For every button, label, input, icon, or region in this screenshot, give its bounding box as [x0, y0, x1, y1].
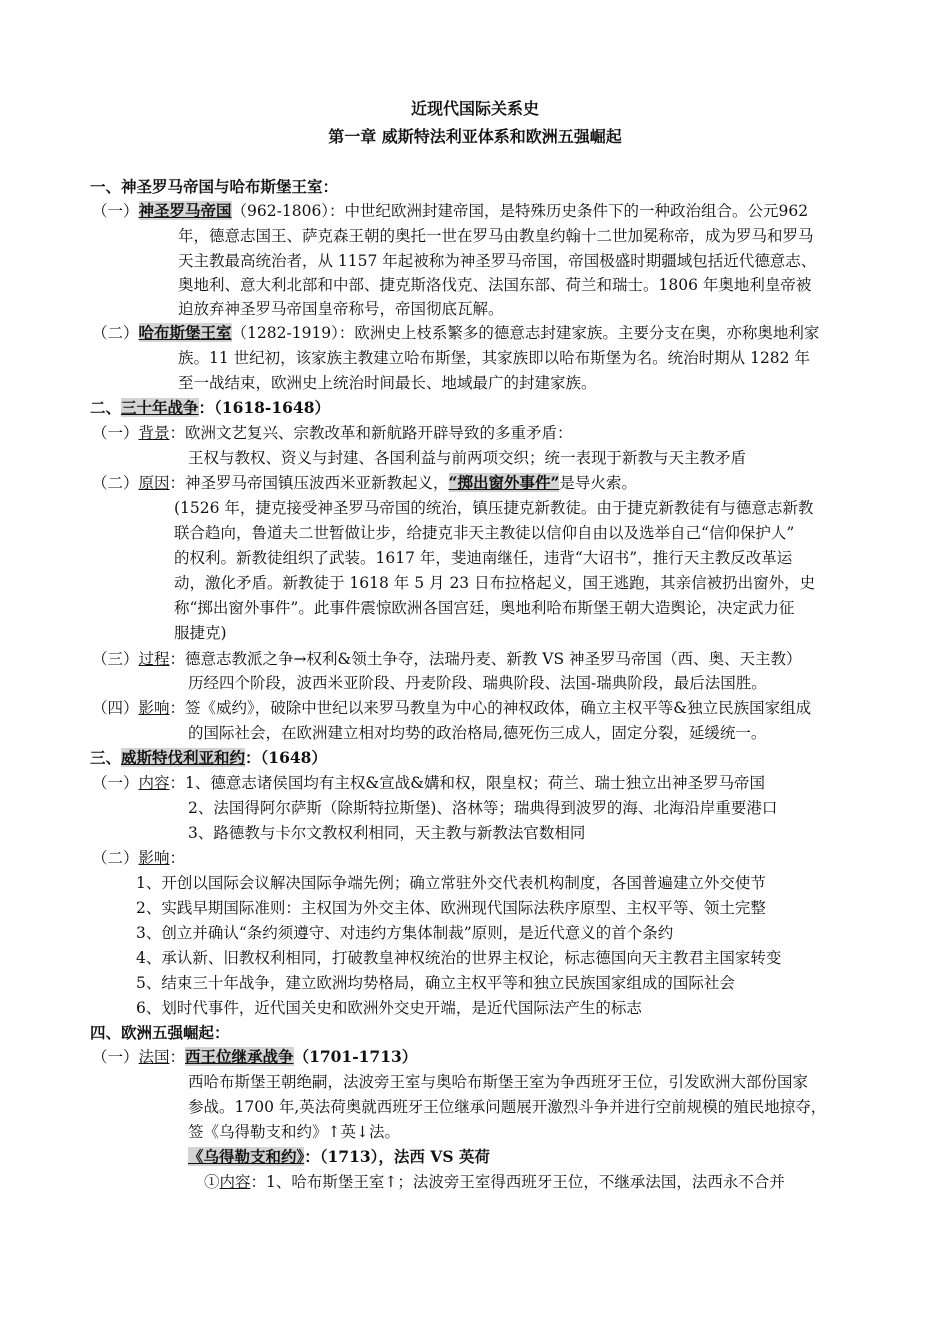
- s3-impact-item-3: 3、创立并确认“条约须遵守、对违约方集体制裁”原则，是近代意义的首个条约: [136, 924, 674, 942]
- s3-impact-item-1: 1、开创以国际会议解决国际争端先例；确立常驻外交代表机构制度，各国普遍建立外交使节: [136, 874, 766, 892]
- s3-content-line-3: 3、路德教与卡尔文教权利相同，天主教与新教法官数相同: [188, 824, 586, 842]
- s1-p1-prefix: （一）: [92, 202, 139, 220]
- s2-process-line-1: [92, 648, 802, 670]
- label-content-2: 内容: [219, 1173, 251, 1191]
- s2-cause-text-1b: 是导火索。: [559, 474, 637, 492]
- term-utrecht-treaty: 《乌得勒支和约》: [188, 1147, 305, 1166]
- s1-p1-line-5: 迫放弃神圣罗马帝国皇帝称号，帝国彻底瓦解。: [178, 300, 504, 318]
- chapter-title: 第一章 威斯特法利亚体系和欧洲五强崛起: [328, 127, 622, 146]
- s1-p2-line-3: 至一战结束，欧洲史上统治时间最长、地域最广的封建家族。: [178, 374, 597, 392]
- s3-content-line-1: [92, 772, 765, 794]
- s3-impact-item-4: 4、承认新、旧教权利相同，打破教皇神权统治的世界主权论，标志德国向天主教君主国家转变: [136, 949, 782, 967]
- s3-heading-suffix: ：（1648）: [245, 748, 327, 767]
- label-impact: 影响: [138, 699, 170, 717]
- s2-bg-line-2: 王权与教权、资义与封建、各国利益与前两项交织；统一表现于新教与天主教矛盾: [188, 449, 747, 467]
- s4-treaty-rest: ：（1713），法西 VS 英荷: [304, 1147, 490, 1166]
- s2-bg-line-1: [92, 422, 573, 444]
- document-title: 近现代国际关系史: [410, 99, 539, 118]
- s2-cause-line-7: 服捷克): [174, 624, 227, 642]
- s2-heading-prefix: 二、: [90, 398, 122, 417]
- s2-cause-line-5: 动，激化矛盾。新教徒于 1618 年 5 月 23 日布拉格起义，国王逃跑，其亲信被扔出窗外，史: [174, 574, 816, 592]
- s2-bg-text-1: ：欧洲文艺复兴、宗教改革和新航路开辟导致的多重矛盾：: [169, 424, 573, 442]
- term-holy-roman-empire: 神圣罗马帝国: [138, 201, 232, 220]
- label-cause: 原因: [138, 474, 170, 492]
- s2-process-line-2: 历经四个阶段，波西米亚阶段、丹麦阶段、瑞典阶段、法国-瑞典阶段，最后法国胜。: [188, 674, 767, 692]
- s1-p2-line-2: 族。11 世纪初，该家族主教建立哈布斯堡，其家族即以哈布斯堡为名。统治时期从 1282 年: [178, 349, 810, 367]
- term-spanish-succession-war: 西王位继承战争: [185, 1047, 294, 1066]
- s1-p2-text-1: （1282-1919）：欧洲史上枝系繁多的德意志封建家族。主要分支在奥，亦称奥地利家: [231, 324, 820, 342]
- s2-impact-text-1: ：签《威约》，破除中世纪以来罗马教皇为中心的神权政体，确立主权平等&独立民族国家组成: [169, 699, 812, 717]
- term-defenestration: “掷出窗外事件”: [448, 473, 560, 492]
- s4-france-prefix: （一）: [92, 1048, 139, 1066]
- s2-impact-line-1: [92, 697, 811, 719]
- label-process: 过程: [138, 650, 170, 668]
- s1-p1-line-2: 年，德意志国王、萨克森王朝的奥托一世在罗马由教皇约翰十二世加冕称帝，成为罗马和罗马: [178, 227, 814, 245]
- s3-impact-prefix: （二）: [92, 849, 139, 867]
- term-thirty-years-war: 三十年战争: [121, 398, 199, 417]
- s2-cause-text-1a: ：神圣罗马帝国镇压波西米亚新教起义，: [169, 474, 449, 492]
- s1-p1-line-4: 奥地利、意大利北部和中部、捷克斯洛伐克、法国东部、荷兰和瑞士。1806 年奥地利皇帝被: [178, 276, 812, 294]
- s3-heading-prefix: 三、: [90, 748, 122, 767]
- term-habsburg: 哈布斯堡王室: [138, 323, 232, 342]
- s3-impact-heading: [92, 847, 185, 869]
- s3-impact-item-6: 6、划时代事件，近代国关史和欧洲外交史开端，是近代国际法产生的标志: [136, 999, 642, 1017]
- s2-bg-prefix: （一）: [92, 424, 139, 442]
- s3-content-line-2: 2、法国得阿尔萨斯（除斯特拉斯堡)、洛林等；瑞典得到波罗的海、北海沿岸重要港口: [188, 799, 778, 817]
- s2-impact-prefix: （四）: [92, 699, 139, 717]
- label-impact-2: 影响: [138, 849, 170, 867]
- label-france: 法国: [138, 1048, 170, 1066]
- section-4-heading: 四、欧洲五强崛起：: [90, 1023, 230, 1042]
- s4-war-years: （1701-1713）: [293, 1047, 418, 1066]
- section-1-heading: 一、神圣罗马帝国与哈布斯堡王室：: [90, 177, 339, 196]
- s4-france-line-2: 西哈布斯堡王朝绝嗣，法波旁王室与奥哈布斯堡王室为争西班牙王位，引发欧洲大部份国家: [188, 1073, 809, 1091]
- s2-cause-line-6: 称“掷出窗外事件”。此事件震惊欧洲各国宫廷，奥地利哈布斯堡王朝大造舆论，决定武力征: [174, 599, 795, 617]
- s4-content-text: ：1、哈布斯堡王室↑；法波旁王室得西班牙王位，不继承法国，法西永不合并: [250, 1173, 785, 1191]
- s4-france-line-3: 参战。1700 年,英法荷奥就西班牙王位继承问题展开激烈斗争并进行空前规模的殖民地掠夺，: [188, 1098, 827, 1116]
- s3-impact-item-2: 2、实践早期国际准则：主权国为外交主体、欧洲现代国际法秩序原型、主权平等、领土完整: [136, 899, 766, 917]
- s4-content-prefix: ①: [204, 1173, 220, 1191]
- term-westphalia: 威斯特伐利亚和约: [121, 748, 246, 767]
- s3-content-prefix: （一）: [92, 774, 139, 792]
- s3-impact-item-5: 5、结束三十年战争，建立欧洲均势格局，确立主权平等和独立民族国家组成的国际社会: [136, 974, 735, 992]
- s4-france-colon: ：: [169, 1048, 186, 1066]
- s2-cause-line-3: 联合趋向，鲁道夫二世暂做让步，给捷克非天主教徒以信仰自由以及选举自己“信仰保护人”: [174, 524, 795, 542]
- section-2-heading: [90, 397, 330, 419]
- s2-cause-line-4: 的权利。新教徒组织了武装。1617 年，斐迪南继任，违背“大诏书”，推行天主教反改革运: [174, 549, 793, 567]
- s4-treaty-content-line: [204, 1171, 785, 1193]
- s2-cause-line-2: (1526 年，捷克接受神圣罗马帝国的统治，镇压捷克新教徒。由于捷克新教徒有与德意志新教: [174, 499, 814, 517]
- s2-cause-line-1: [92, 472, 637, 494]
- s1-p1-line-3: 天主教最高统治者，从 1157 年起被称为神圣罗马帝国，帝国极盛时期疆域包括近代德意志、: [178, 252, 817, 270]
- s4-france-line-1: [92, 1046, 417, 1068]
- s2-process-text-1: ：德意志教派之争→权利&领土争夺，法瑞丹麦、新教 VS 神圣罗马帝国（西、奥、天主教）: [169, 650, 802, 668]
- s3-content-text-1: ：1、德意志诸侯国均有主权&宣战&媾和权，限皇权；荷兰、瑞士独立出神圣罗马帝国: [169, 774, 765, 792]
- s1-p2-line-1: [92, 322, 819, 344]
- s1-p1-text-1: （962-1806）：中世纪欧洲封建帝国，是特殊历史条件下的一种政治组合。公元962: [231, 202, 809, 220]
- s4-treaty-line: [188, 1146, 490, 1168]
- s2-impact-line-2: 的国际社会，在欧洲建立相对均势的政治格局,德死伤三成人，固定分裂，延缓统一。: [188, 724, 767, 742]
- s3-impact-colon: ：: [169, 849, 186, 867]
- section-3-heading: [90, 747, 327, 769]
- label-background: 背景: [138, 424, 170, 442]
- s4-france-line-4: 签《乌得勒支和约》↑英↓法。: [188, 1123, 400, 1141]
- s2-heading-suffix: ：（1618-1648）: [198, 398, 330, 417]
- label-content: 内容: [138, 774, 170, 792]
- s1-p2-prefix: （二）: [92, 324, 139, 342]
- s1-p1-line-1: [92, 200, 808, 222]
- s2-cause-prefix: （二）: [92, 474, 139, 492]
- s2-process-prefix: （三）: [92, 650, 139, 668]
